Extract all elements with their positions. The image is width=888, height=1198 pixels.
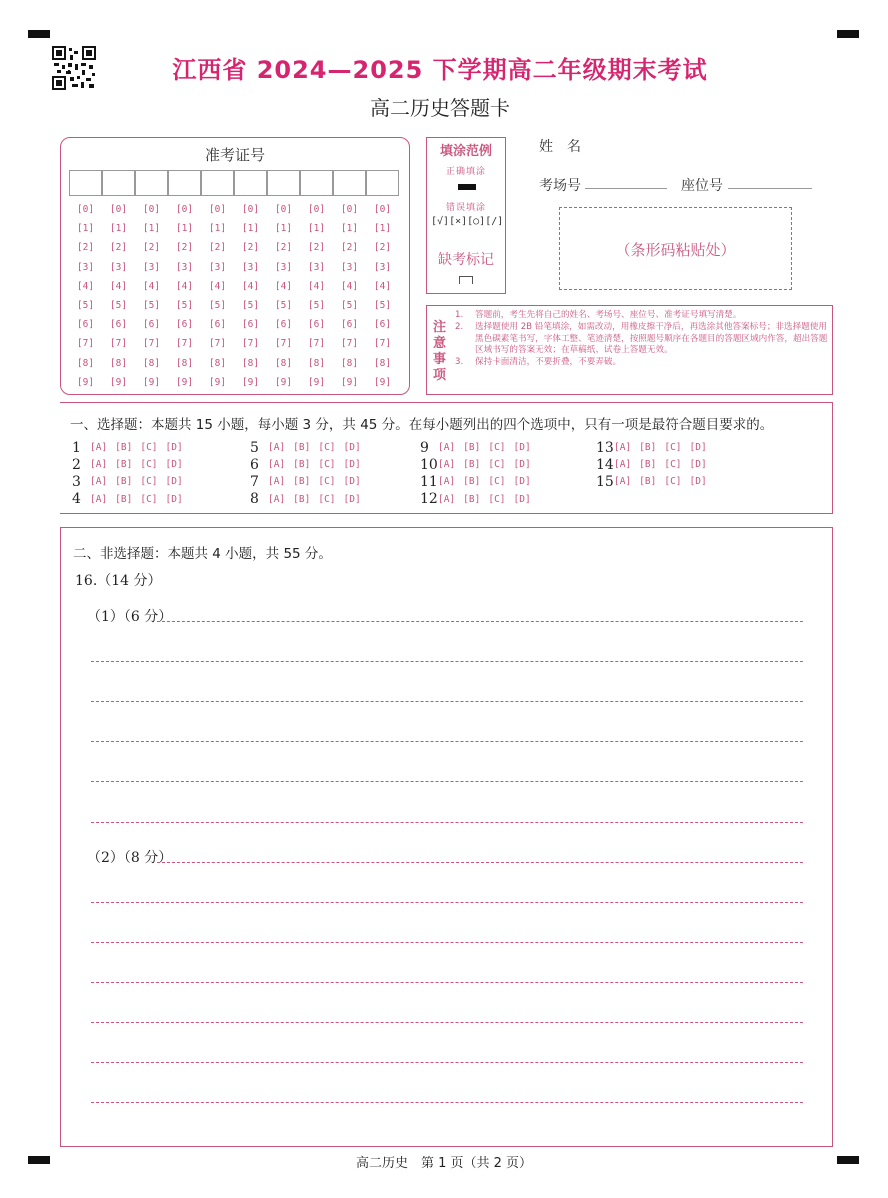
exam-number-bubble[interactable]: [8] <box>241 357 260 369</box>
choice-option-bubble[interactable]: [A] <box>614 476 632 488</box>
qr-code-icon <box>52 46 96 90</box>
choice-option-bubble[interactable]: [D] <box>343 442 361 454</box>
notes-list <box>453 310 829 369</box>
exam-number-column <box>267 204 300 396</box>
question-16-label: 16.（14 分） <box>75 573 162 589</box>
exam-number-bubble[interactable]: [2] <box>76 242 95 254</box>
exam-number-column <box>135 204 168 396</box>
exam-number-bubble[interactable]: [6] <box>307 319 326 331</box>
exam-number-bubble[interactable]: [8] <box>109 357 128 369</box>
choice-option-bubble[interactable]: [D] <box>343 459 361 471</box>
exam-number-digit-box[interactable] <box>366 170 399 196</box>
exam-number-label: 准考证号 <box>204 146 265 164</box>
exam-number-bubble[interactable]: [6] <box>340 319 359 331</box>
choice-option-bubble[interactable]: [D] <box>513 493 531 505</box>
corner-marker-top-right <box>837 30 859 38</box>
choice-column <box>72 439 191 508</box>
exam-number-bubble[interactable]: [2] <box>340 242 359 254</box>
answer-writing-line[interactable] <box>91 701 803 702</box>
name-label: 姓 名 <box>539 139 581 155</box>
exam-number-bubble[interactable]: [0] <box>274 204 293 215</box>
exam-number-bubble[interactable]: [8] <box>340 357 359 369</box>
note-number: 2. <box>455 321 464 332</box>
choice-option-bubble[interactable]: [A] <box>438 442 456 454</box>
note-item <box>453 322 829 357</box>
exam-number-digit-box[interactable] <box>69 170 102 196</box>
exam-number-bubble[interactable]: [7] <box>241 338 260 350</box>
choice-option-bubble[interactable]: [C] <box>664 459 682 471</box>
exam-number-column <box>168 204 201 396</box>
exam-number-bubble[interactable]: [9] <box>274 376 293 388</box>
choice-option-bubble[interactable]: [C] <box>140 476 158 488</box>
exam-number-bubble[interactable]: [0] <box>373 204 392 215</box>
fill-example-title: 填涂范例 <box>439 144 492 159</box>
note-item <box>453 310 829 322</box>
choice-option-bubble[interactable]: [B] <box>115 442 133 454</box>
exam-number-bubble[interactable]: [7] <box>274 338 293 350</box>
choice-option-bubble[interactable]: [D] <box>513 476 531 488</box>
choice-option-bubble[interactable]: [D] <box>689 442 707 454</box>
exam-number-bubble[interactable]: [5] <box>109 299 128 311</box>
wrong-mark-check: [√] <box>431 216 450 227</box>
exam-number-bubble[interactable]: [2] <box>142 242 161 254</box>
exam-number-bubble[interactable]: [8] <box>76 357 95 369</box>
exam-number-column <box>300 204 333 396</box>
choice-option-bubble[interactable]: [C] <box>488 459 506 471</box>
exam-number-bubble[interactable]: [8] <box>307 357 326 369</box>
exam-number-bubble[interactable]: [4] <box>241 280 260 292</box>
choice-option-bubble[interactable]: [D] <box>343 493 361 505</box>
exam-number-bubble[interactable]: [4] <box>307 280 326 292</box>
choice-question-row <box>596 456 715 473</box>
choice-option-bubble[interactable]: [C] <box>140 493 158 505</box>
answer-writing-line[interactable] <box>91 661 803 662</box>
choice-option-bubble[interactable]: [A] <box>90 493 108 505</box>
note-text: 答题前，考生先将自己的姓名、考场号、座位号、准考证号填写清楚。 <box>475 310 742 320</box>
question-16-part1-label: （1）（6 分） <box>87 609 173 625</box>
exam-number-column <box>234 204 267 396</box>
exam-number-bubble[interactable]: [2] <box>175 242 194 254</box>
exam-number-bubble[interactable]: [7] <box>307 338 326 350</box>
exam-number-bubble[interactable]: [3] <box>340 261 359 273</box>
choice-option-bubble[interactable]: [D] <box>513 459 531 471</box>
question-number: 11 <box>420 473 438 490</box>
choice-option-bubble[interactable]: [B] <box>115 459 133 471</box>
choice-option-bubble[interactable]: [C] <box>140 459 158 471</box>
choice-option-bubble[interactable]: [B] <box>463 493 481 505</box>
exam-number-bubble[interactable]: [1] <box>340 223 359 235</box>
choice-option-bubble[interactable]: [C] <box>488 493 506 505</box>
exam-number-bubble[interactable]: [1] <box>241 223 260 235</box>
exam-number-bubble[interactable]: [5] <box>340 299 359 311</box>
choice-option-bubble[interactable]: [B] <box>293 442 311 454</box>
question-number: 2 <box>72 456 81 473</box>
page-footer: 高二历史 第 1 页（共 2 页） <box>355 1156 533 1171</box>
exam-number-bubble[interactable]: [1] <box>274 223 293 235</box>
choice-option-bubble[interactable]: [C] <box>318 493 336 505</box>
exam-number-bubble[interactable]: [1] <box>175 223 194 235</box>
choice-option-bubble[interactable]: [A] <box>90 459 108 471</box>
exam-number-panel <box>60 137 410 395</box>
exam-number-bubble[interactable]: [9] <box>142 376 161 388</box>
exam-number-digit-box[interactable] <box>102 170 135 196</box>
choice-question-row <box>596 473 715 490</box>
exam-number-boxes <box>69 170 399 196</box>
choice-option-bubble[interactable]: [A] <box>268 459 286 471</box>
exam-number-bubble[interactable]: [5] <box>76 299 95 311</box>
choice-option-bubble[interactable]: [A] <box>438 459 456 471</box>
choice-question-row <box>72 439 191 456</box>
exam-number-bubble[interactable]: [0] <box>208 204 227 215</box>
exam-number-bubble[interactable]: [4] <box>373 280 392 292</box>
absent-mark-label: 缺考标记 <box>438 252 494 268</box>
note-number: 1. <box>455 310 464 320</box>
choice-section-title: 一、选择题：本题共 15 小题，每小题 3 分，共 45 分。在每小题列出的四个选项中，只有一项是最符合题目要求的。 <box>70 417 774 433</box>
exam-number-bubble[interactable]: [9] <box>175 376 194 388</box>
exam-number-bubble[interactable]: [0] <box>340 204 359 215</box>
exam-number-bubble[interactable]: [4] <box>208 280 227 292</box>
question-number: 9 <box>420 439 429 456</box>
choice-option-bubble[interactable]: [D] <box>513 442 531 454</box>
choice-option-bubble[interactable]: [B] <box>115 493 133 505</box>
choice-option-bubble[interactable]: [B] <box>293 493 311 505</box>
choice-option-bubble[interactable]: [B] <box>463 459 481 471</box>
notes-panel <box>426 305 833 395</box>
choice-option-bubble[interactable]: [D] <box>165 459 183 471</box>
choice-question-row <box>250 491 369 508</box>
exam-number-bubble[interactable]: [3] <box>241 261 260 273</box>
exam-number-column <box>333 204 366 396</box>
correct-fill-label: 正确填涂 <box>445 167 486 177</box>
wrong-mark-circle: [○] <box>467 216 486 227</box>
exam-number-bubble[interactable]: [2] <box>274 242 293 254</box>
exam-number-column <box>102 204 135 396</box>
fill-example-panel <box>426 137 506 294</box>
choice-question-row <box>72 491 191 508</box>
exam-number-bubble[interactable]: [4] <box>109 280 128 292</box>
exam-number-bubble[interactable]: [9] <box>373 376 392 388</box>
exam-number-bubble[interactable]: [6] <box>142 319 161 331</box>
exam-number-bubble[interactable]: [6] <box>373 319 392 331</box>
exam-number-bubble[interactable]: [7] <box>76 338 95 350</box>
exam-number-bubble[interactable]: [0] <box>76 204 95 215</box>
question-number: 12 <box>420 491 438 508</box>
exam-number-bubble[interactable]: [8] <box>208 357 227 369</box>
exam-number-bubble[interactable]: [5] <box>241 299 260 311</box>
exam-number-bubble[interactable]: [4] <box>274 280 293 292</box>
exam-number-bubble[interactable]: [1] <box>373 223 392 235</box>
note-number: 3. <box>455 357 464 368</box>
exam-number-bubble[interactable]: [1] <box>208 223 227 235</box>
exam-number-bubble[interactable]: [7] <box>142 338 161 350</box>
choice-option-bubble[interactable]: [A] <box>614 442 632 454</box>
exam-room-field[interactable] <box>585 188 667 189</box>
notes-title: 注意事项 <box>433 320 447 383</box>
answer-writing-line[interactable] <box>157 862 803 863</box>
exam-number-bubble[interactable]: [6] <box>76 319 95 331</box>
exam-number-bubble[interactable]: [6] <box>274 319 293 331</box>
choice-question-row <box>420 456 539 473</box>
exam-number-bubble[interactable]: [0] <box>142 204 161 215</box>
exam-number-bubble[interactable]: [6] <box>208 319 227 331</box>
question-number: 3 <box>72 473 81 490</box>
choice-option-bubble[interactable]: [D] <box>165 476 183 488</box>
answer-writing-line[interactable] <box>91 942 803 943</box>
exam-number-bubble[interactable]: [8] <box>274 357 293 369</box>
exam-number-bubble[interactable]: [3] <box>175 261 194 273</box>
page-subtitle: 高二历史答题卡 <box>370 96 510 120</box>
exam-number-bubble[interactable]: [0] <box>241 204 260 215</box>
exam-number-bubble[interactable]: [5] <box>175 299 194 311</box>
exam-number-bubble[interactable]: [8] <box>142 357 161 369</box>
corner-marker-top-left <box>28 30 50 38</box>
exam-number-bubble[interactable]: [9] <box>241 376 260 388</box>
exam-number-column <box>366 204 399 396</box>
choice-option-bubble[interactable]: [C] <box>318 476 336 488</box>
exam-number-bubble[interactable]: [7] <box>175 338 194 350</box>
nonchoice-section-title: 二、非选择题：本题共 4 小题，共 55 分。 <box>73 546 332 562</box>
exam-number-bubble[interactable]: [6] <box>241 319 260 331</box>
choice-question-row <box>420 491 539 508</box>
choice-option-bubble[interactable]: [A] <box>438 493 456 505</box>
choice-option-bubble[interactable]: [B] <box>463 442 481 454</box>
exam-number-bubble[interactable]: [0] <box>109 204 128 215</box>
choice-question-row <box>250 456 369 473</box>
question-number: 5 <box>250 439 259 456</box>
choice-option-bubble[interactable]: [B] <box>639 459 657 471</box>
wrong-fill-label: 错误填涂 <box>445 203 486 213</box>
exam-number-bubble[interactable]: [3] <box>76 261 95 273</box>
choice-question-row <box>250 473 369 490</box>
choice-option-bubble[interactable]: [B] <box>463 476 481 488</box>
choice-question-row <box>72 473 191 490</box>
exam-number-bubble[interactable]: [3] <box>274 261 293 273</box>
answer-writing-line[interactable] <box>91 982 803 983</box>
choice-option-bubble[interactable]: [A] <box>614 459 632 471</box>
choice-option-bubble[interactable]: [A] <box>90 442 108 454</box>
exam-number-column <box>201 204 234 396</box>
question-number: 13 <box>596 439 614 456</box>
choice-option-bubble[interactable]: [A] <box>438 476 456 488</box>
exam-number-digit-box[interactable] <box>135 170 168 196</box>
exam-number-bubble[interactable]: [5] <box>274 299 293 311</box>
exam-number-bubble[interactable]: [3] <box>373 261 392 273</box>
exam-number-bubble[interactable]: [7] <box>208 338 227 350</box>
choice-option-bubble[interactable]: [B] <box>293 459 311 471</box>
choice-option-bubble[interactable]: [C] <box>318 459 336 471</box>
question-number: 8 <box>250 491 259 508</box>
exam-number-bubble[interactable]: [5] <box>208 299 227 311</box>
exam-number-digit-box[interactable] <box>267 170 300 196</box>
exam-number-bubble[interactable]: [5] <box>142 299 161 311</box>
choice-question-row <box>420 473 539 490</box>
wrong-mark-slash: [/] <box>485 216 504 227</box>
note-text: 保持卡面清洁，不要折叠，不要弄破。 <box>475 357 622 368</box>
exam-number-bubble[interactable]: [2] <box>109 242 128 254</box>
exam-number-bubble[interactable]: [4] <box>142 280 161 292</box>
choice-option-bubble[interactable]: [B] <box>639 476 657 488</box>
exam-number-bubble[interactable]: [9] <box>109 376 128 388</box>
answer-writing-line[interactable] <box>91 741 803 742</box>
choice-option-bubble[interactable]: [A] <box>268 442 286 454</box>
exam-number-bubble[interactable]: [8] <box>373 357 392 369</box>
question-number: 7 <box>250 473 259 490</box>
question-number: 1 <box>72 439 81 456</box>
exam-number-column <box>69 204 102 396</box>
answer-writing-line[interactable] <box>91 1102 803 1103</box>
choice-option-bubble[interactable]: [D] <box>343 476 361 488</box>
choice-option-bubble[interactable]: [D] <box>165 493 183 505</box>
choice-option-bubble[interactable]: [A] <box>268 493 286 505</box>
exam-number-bubble[interactable]: [1] <box>307 223 326 235</box>
exam-number-bubble[interactable]: [9] <box>208 376 227 388</box>
exam-number-bubble[interactable]: [5] <box>307 299 326 311</box>
exam-number-bubble[interactable]: [1] <box>76 223 95 235</box>
choice-option-bubble[interactable]: [B] <box>639 442 657 454</box>
choice-question-row <box>596 439 715 456</box>
choice-option-bubble[interactable]: [A] <box>268 476 286 488</box>
exam-number-bubble[interactable]: [7] <box>109 338 128 350</box>
nonchoice-section <box>60 527 833 1147</box>
choice-option-bubble[interactable]: [D] <box>689 459 707 471</box>
wrong-mark-cross: [×] <box>449 216 468 227</box>
choice-section <box>60 402 833 514</box>
exam-number-bubble[interactable]: [2] <box>208 242 227 254</box>
question-number: 4 <box>72 491 81 508</box>
choice-option-bubble[interactable]: [C] <box>664 442 682 454</box>
exam-number-digit-box[interactable] <box>201 170 234 196</box>
choice-column <box>420 439 539 508</box>
choice-option-bubble[interactable]: [C] <box>140 442 158 454</box>
exam-number-bubble[interactable]: [3] <box>208 261 227 273</box>
choice-option-bubble[interactable]: [C] <box>318 442 336 454</box>
choice-column <box>596 439 715 491</box>
answer-writing-line[interactable] <box>91 1062 803 1063</box>
choice-option-bubble[interactable]: [C] <box>488 476 506 488</box>
exam-number-bubble[interactable]: [3] <box>109 261 128 273</box>
exam-number-bubble[interactable]: [0] <box>307 204 326 215</box>
note-item <box>453 357 829 369</box>
barcode-label: （条形码粘贴处） <box>615 241 736 259</box>
exam-number-digit-box[interactable] <box>234 170 267 196</box>
choice-question-row <box>250 439 369 456</box>
exam-number-bubble[interactable]: [3] <box>142 261 161 273</box>
exam-number-digit-box[interactable] <box>333 170 366 196</box>
exam-number-bubble[interactable]: [2] <box>307 242 326 254</box>
exam-number-bubble[interactable]: [1] <box>109 223 128 235</box>
exam-number-bubble[interactable]: [7] <box>340 338 359 350</box>
exam-number-bubble[interactable]: [9] <box>340 376 359 388</box>
exam-number-bubble[interactable]: [9] <box>76 376 95 388</box>
seat-field[interactable] <box>728 188 812 189</box>
exam-number-bubble[interactable]: [7] <box>373 338 392 350</box>
exam-number-bubble[interactable]: [1] <box>142 223 161 235</box>
exam-number-bubble[interactable]: [5] <box>373 299 392 311</box>
choice-question-row <box>72 456 191 473</box>
answer-writing-line[interactable] <box>91 822 803 823</box>
exam-number-bubble[interactable]: [6] <box>109 319 128 331</box>
answer-writing-line[interactable] <box>157 621 803 622</box>
barcode-area <box>559 207 792 290</box>
exam-number-bubble[interactable]: [2] <box>241 242 260 254</box>
exam-number-bubble[interactable]: [3] <box>307 261 326 273</box>
correct-fill-mark <box>458 184 476 190</box>
exam-number-bubble[interactable]: [4] <box>175 280 194 292</box>
choice-question-row <box>420 439 539 456</box>
choice-option-bubble[interactable]: [A] <box>90 476 108 488</box>
answer-writing-line[interactable] <box>91 902 803 903</box>
exam-number-bubble[interactable]: [6] <box>175 319 194 331</box>
choice-option-bubble[interactable]: [C] <box>664 476 682 488</box>
exam-number-bubble[interactable]: [8] <box>175 357 194 369</box>
exam-number-bubble[interactable]: [4] <box>340 280 359 292</box>
question-number: 15 <box>596 473 614 490</box>
page-title: 江西省 2024—2025 下学期高二年级期末考试 <box>172 56 708 84</box>
choice-option-bubble[interactable]: [B] <box>115 476 133 488</box>
answer-writing-line[interactable] <box>91 1022 803 1023</box>
seat-label: 座位号 <box>681 178 723 194</box>
choice-option-bubble[interactable]: [D] <box>689 476 707 488</box>
exam-number-bubble[interactable]: [9] <box>307 376 326 388</box>
answer-writing-line[interactable] <box>91 781 803 782</box>
question-number: 10 <box>420 456 438 473</box>
exam-number-digit-box[interactable] <box>300 170 333 196</box>
choice-option-bubble[interactable]: [B] <box>293 476 311 488</box>
choice-option-bubble[interactable]: [D] <box>165 442 183 454</box>
note-text: 选择题使用 2B 铅笔填涂，如需改动，用橡皮擦干净后，再选涂其他答案标号；非选择题使用黑色碳素笔书写，字体工整、笔迹清楚，按照题号顺序在各题目的答题区域内作答，超出答题区域书写的答案无效；在草稿纸、试卷上答题无效。 <box>475 321 828 356</box>
exam-number-bubble[interactable]: [2] <box>373 242 392 254</box>
exam-number-bubble[interactable]: [4] <box>76 280 95 292</box>
choice-option-bubble[interactable]: [C] <box>488 442 506 454</box>
question-number: 6 <box>250 456 259 473</box>
exam-room-label: 考场号 <box>539 178 581 194</box>
exam-number-bubble[interactable]: [0] <box>175 204 194 215</box>
wrong-fill-marks <box>431 216 503 227</box>
exam-number-digit-box[interactable] <box>168 170 201 196</box>
choice-column <box>250 439 369 508</box>
absent-mark-box[interactable] <box>459 276 473 284</box>
question-number: 14 <box>596 456 614 473</box>
question-16-part2-label: （2）（8 分） <box>87 850 173 866</box>
